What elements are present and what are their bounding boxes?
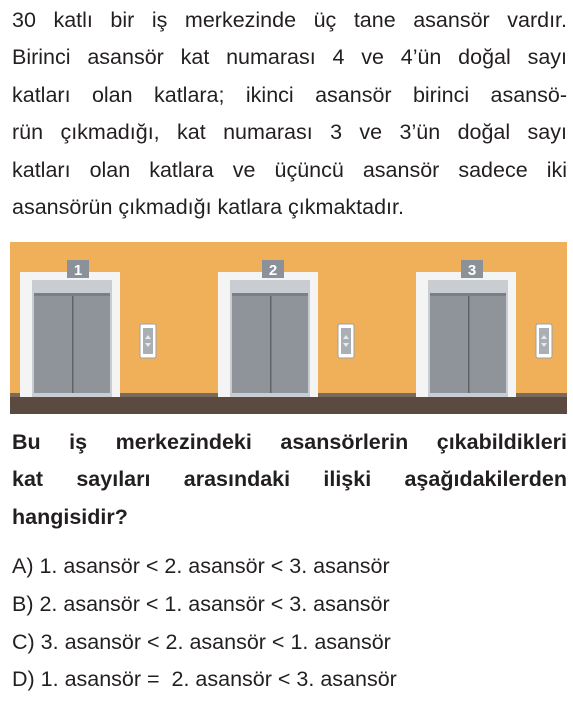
problem-line: 30 katlı bir iş merkezinde üç tane asansör vardır. — [12, 8, 567, 32]
question-stem — [12, 424, 567, 536]
problem-statement — [12, 2, 567, 226]
question-line: kat sayıları arasındaki ilişki aşağıdakilerden — [12, 467, 567, 492]
problem-line: katları olan katlara; ikinci asansör birinci asansö- — [12, 82, 567, 107]
option-a[interactable]: A) 1. asansör < 2. asansör < 3. asansör — [12, 554, 390, 578]
floor — [10, 397, 567, 414]
elevator-number: 2 — [268, 262, 278, 279]
problem-line: rün çıkmadığı, kat numarası 3 ve 3’ün doğal sayı — [12, 120, 567, 145]
problem-line: Birinci asansör kat numarası 4 ve 4’ün doğal sayı — [12, 45, 567, 70]
elevator-illustration — [10, 242, 567, 414]
question-line: Bu iş merkezindeki asansörlerin çıkabildikleri — [12, 430, 567, 454]
elevator-number: 1 — [73, 262, 83, 279]
answer-options — [12, 548, 567, 699]
elevator-number: 3 — [467, 262, 477, 279]
problem-line: katları olan katlara ve üçüncü asansör sadece iki — [12, 157, 567, 182]
option-b[interactable]: B) 2. asansör < 1. asansör < 3. asansör — [12, 591, 390, 616]
question-line: hangisidir? — [12, 504, 128, 529]
option-c[interactable]: C) 3. asansör < 2. asansör < 1. asansör — [12, 629, 391, 654]
problem-line: asansörün çıkmadığı katlara çıkmaktadır. — [12, 194, 404, 219]
option-d[interactable]: D) 1. asansör = 2. asansör < 3. asansör — [12, 667, 397, 692]
